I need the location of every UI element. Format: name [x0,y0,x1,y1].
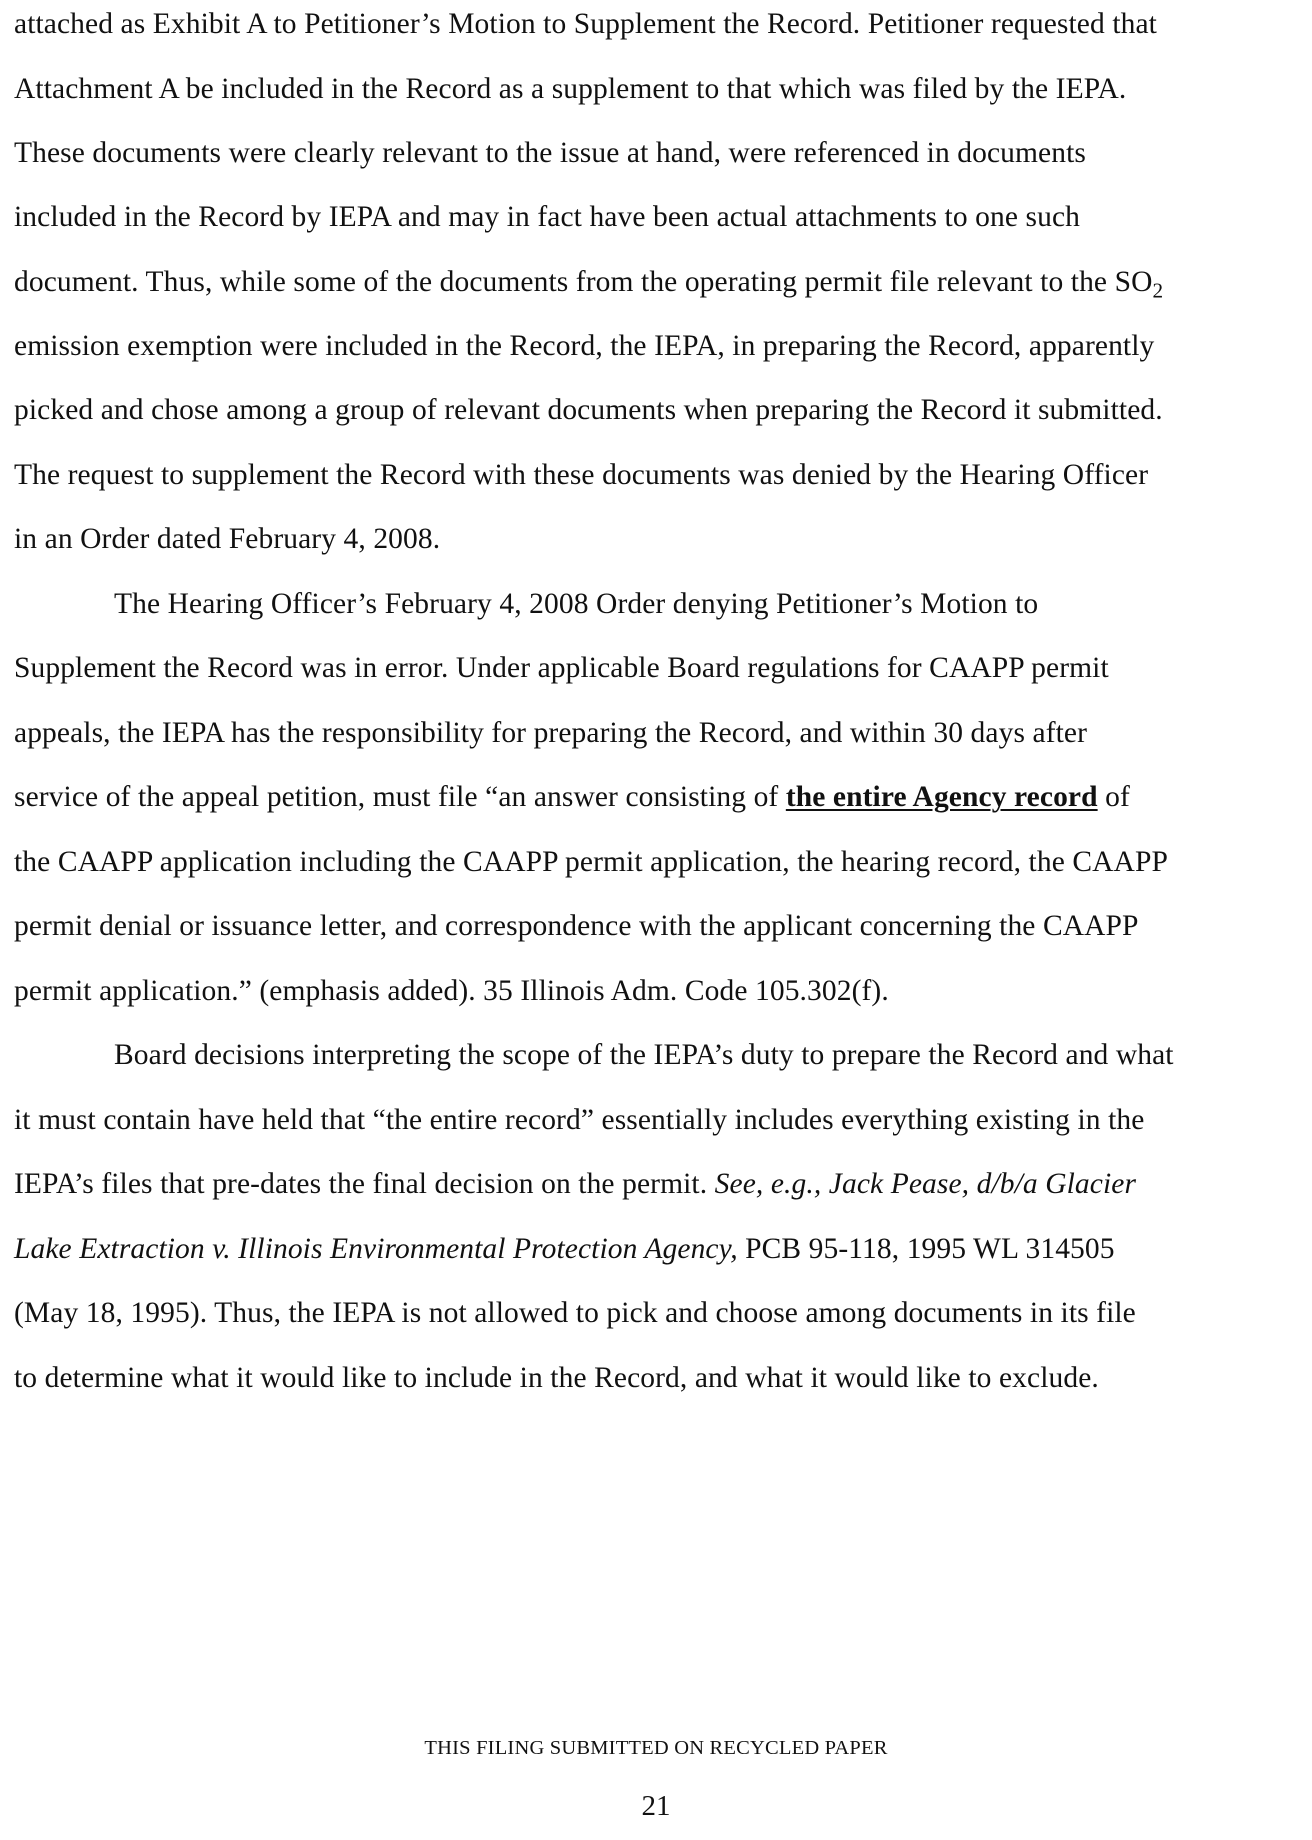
case-citation-italic: See, e.g., Jack Pease, d/b/a Glacier [714,1168,1137,1200]
recycled-paper-note: THIS FILING SUBMITTED ON RECYCLED PAPER [424,1737,888,1759]
body-line-9: in an Order dated February 4, 2008. [14,523,441,555]
body-line-8: The request to supplement the Record with these documents was denied by the Hearing Officer [14,459,1149,491]
body-line-13-suffix: of [1097,781,1130,813]
body-line-13-prefix: service of the appeal petition, must file “an answer consisting of [14,781,786,813]
body-line-4: included in the Record by IEPA and may in fact have been actual attachments to one such [14,201,1081,233]
so2-subscript: 2 [1152,278,1164,303]
body-line-5 [14,264,1164,303]
body-line-7: picked and chose among a group of relevant documents when preparing the Record it submitted. [14,394,1163,426]
case-docket: PCB 95-118, 1995 WL 314505 [737,1233,1115,1265]
emphasized-phrase: the entire Agency record [785,781,1098,813]
case-name-italic: Lake Extraction v. Illinois Environmental Protection Agency, [14,1233,738,1265]
body-line-5-text: document. Thus, while some of the documents from the operating permit file relevant to the SO [14,266,1153,298]
body-line-20 [14,1231,1115,1267]
body-line-18: it must contain have held that “the entire record” essentially includes everything existing in the [14,1104,1145,1136]
page-number: 21 [641,1790,671,1822]
body-line-22: to determine what it would like to include in the Record, and what it would like to exclude. [14,1362,1099,1394]
body-line-19 [14,1166,1136,1202]
body-line-15: permit denial or issuance letter, and correspondence with the applicant concerning the CAAPP [14,910,1139,942]
body-line-21: (May 18, 1995). Thus, the IEPA is not allowed to pick and choose among documents in its file [14,1297,1136,1329]
body-line-13 [14,779,1130,815]
body-line-1: attached as Exhibit A to Petitioner’s Motion to Supplement the Record. Petitioner requested that [14,8,1157,40]
body-line-11: Supplement the Record was in error. Under applicable Board regulations for CAAPP permit [14,652,1109,684]
body-line-17: Board decisions interpreting the scope of the IEPA’s duty to prepare the Record and what [114,1039,1174,1071]
body-line-2: Attachment A be included in the Record as a supplement to that which was filed by the IEPA. [14,73,1127,105]
body-line-12: appeals, the IEPA has the responsibility for preparing the Record, and within 30 days after [14,717,1088,749]
body-line-19-prefix: IEPA’s files that pre-dates the final decision on the permit. [14,1168,715,1200]
body-line-16: permit application.” (emphasis added). 35 Illinois Adm. Code 105.302(f). [14,975,889,1007]
body-line-14: the CAAPP application including the CAAPP permit application, the hearing record, the CAAPP [14,846,1168,878]
body-line-6: emission exemption were included in the Record, the IEPA, in preparing the Record, apparently [14,330,1155,362]
body-line-10: The Hearing Officer’s February 4, 2008 Order denying Petitioner’s Motion to [114,588,1039,620]
body-line-3: These documents were clearly relevant to the issue at hand, were referenced in documents [14,137,1086,169]
